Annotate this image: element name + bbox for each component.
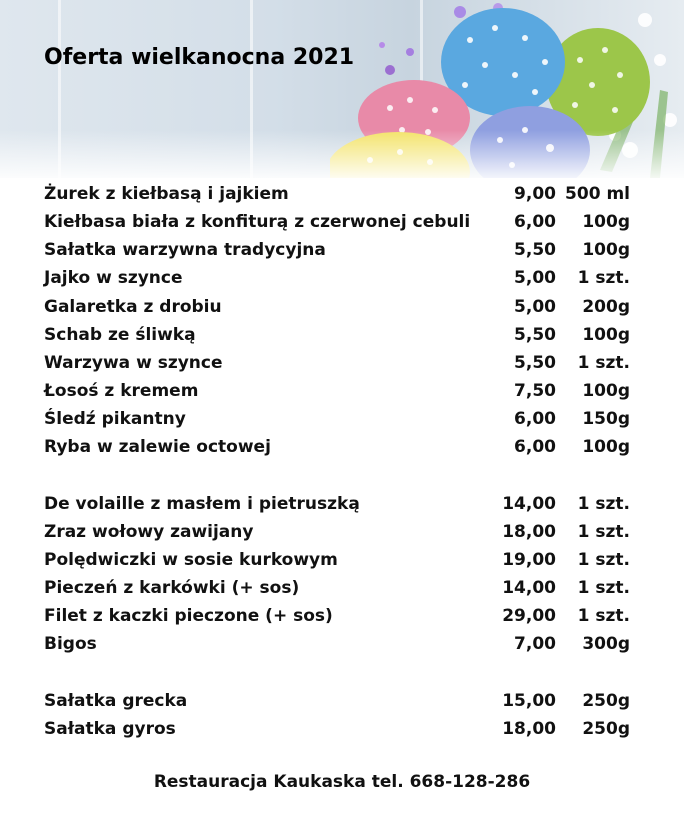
menu-item xyxy=(44,264,644,292)
item-name: Sałatka warzywna tradycyjna xyxy=(44,240,326,261)
item-portion: 100g xyxy=(582,212,630,233)
item-portion: 1 szt. xyxy=(577,268,630,289)
item-portion: 1 szt. xyxy=(577,577,630,598)
item-price: 5,00 xyxy=(514,296,556,317)
item-portion: 150g xyxy=(582,409,630,430)
section-gap xyxy=(44,461,644,489)
item-name: Łosoś z kremem xyxy=(44,380,199,401)
item-portion: 100g xyxy=(582,380,630,401)
menu-item xyxy=(44,630,644,658)
item-price: 6,00 xyxy=(514,212,556,233)
item-price: 5,50 xyxy=(514,240,556,261)
item-name: Warzywa w szynce xyxy=(44,352,223,373)
item-portion: 1 szt. xyxy=(577,606,630,627)
item-price: 14,00 xyxy=(502,577,556,598)
item-name: Bigos xyxy=(44,634,97,655)
menu-item xyxy=(44,490,644,518)
item-portion: 250g xyxy=(582,718,630,739)
item-portion: 1 szt. xyxy=(577,549,630,570)
menu-item xyxy=(44,349,644,377)
menu-item xyxy=(44,208,644,236)
item-price: 29,00 xyxy=(502,606,556,627)
item-price: 18,00 xyxy=(502,521,556,542)
item-price: 9,00 xyxy=(514,184,556,204)
item-name: De volaille z masłem i pietruszką xyxy=(44,493,360,514)
menu-item xyxy=(44,687,644,715)
item-name: Sałatka grecka xyxy=(44,690,188,711)
item-name: Sałatka gyros xyxy=(44,718,176,739)
item-price: 14,00 xyxy=(502,493,556,514)
item-name: Schab ze śliwką xyxy=(44,324,196,345)
menu-item xyxy=(44,433,644,461)
item-price: 5,50 xyxy=(514,352,556,373)
menu-item xyxy=(44,546,644,574)
item-price: 15,00 xyxy=(502,690,556,711)
restaurant-contact: Restauracja Kaukaska tel. 668-128-286 xyxy=(153,772,531,792)
item-portion: 1 szt. xyxy=(577,521,630,542)
item-name: Kiełbasa biała z konfiturą z czerwonej cebuli xyxy=(44,212,471,233)
menu-item xyxy=(44,321,644,349)
menu-item xyxy=(44,715,644,743)
item-price: 6,00 xyxy=(514,437,556,458)
item-price: 7,00 xyxy=(514,634,556,655)
item-price: 5,00 xyxy=(514,268,556,289)
menu-item xyxy=(44,574,644,602)
item-portion: 200g xyxy=(582,296,630,317)
item-portion: 100g xyxy=(582,437,630,458)
item-name: Zraz wołowy zawijany xyxy=(44,521,254,542)
section-gap xyxy=(44,658,644,686)
item-price: 7,50 xyxy=(514,380,556,401)
item-name: Pieczeń z karkówki (+ sos) xyxy=(44,577,300,598)
menu-list xyxy=(44,180,644,743)
menu-item xyxy=(44,405,644,433)
page-title: Oferta wielkanocna 2021 xyxy=(44,45,355,70)
header-banner xyxy=(0,0,684,178)
item-price: 5,50 xyxy=(514,324,556,345)
menu-item xyxy=(44,236,644,264)
item-portion: 250g xyxy=(582,690,630,711)
item-portion: 1 szt. xyxy=(577,493,630,514)
item-portion: 100g xyxy=(582,324,630,345)
item-price: 18,00 xyxy=(502,718,556,739)
menu-item xyxy=(44,602,644,630)
menu-item xyxy=(44,518,644,546)
item-name: Żurek z kiełbasą i jajkiem xyxy=(44,184,289,204)
item-name: Polędwiczki w sosie kurkowym xyxy=(44,549,338,570)
item-name: Ryba w zalewie octowej xyxy=(44,437,271,458)
item-name: Jajko w szynce xyxy=(44,268,183,289)
item-price: 6,00 xyxy=(514,409,556,430)
item-name: Galaretka z drobiu xyxy=(44,296,222,317)
menu-item xyxy=(44,180,644,208)
item-name: Filet z kaczki pieczone (+ sos) xyxy=(44,606,333,627)
menu-item xyxy=(44,377,644,405)
item-portion: 300g xyxy=(582,634,630,655)
item-portion: 500 ml xyxy=(565,184,630,204)
item-price: 19,00 xyxy=(502,549,556,570)
menu-item xyxy=(44,293,644,321)
item-portion: 100g xyxy=(582,240,630,261)
banner-fade xyxy=(0,130,684,178)
item-portion: 1 szt. xyxy=(577,352,630,373)
item-name: Śledź pikantny xyxy=(44,409,186,430)
